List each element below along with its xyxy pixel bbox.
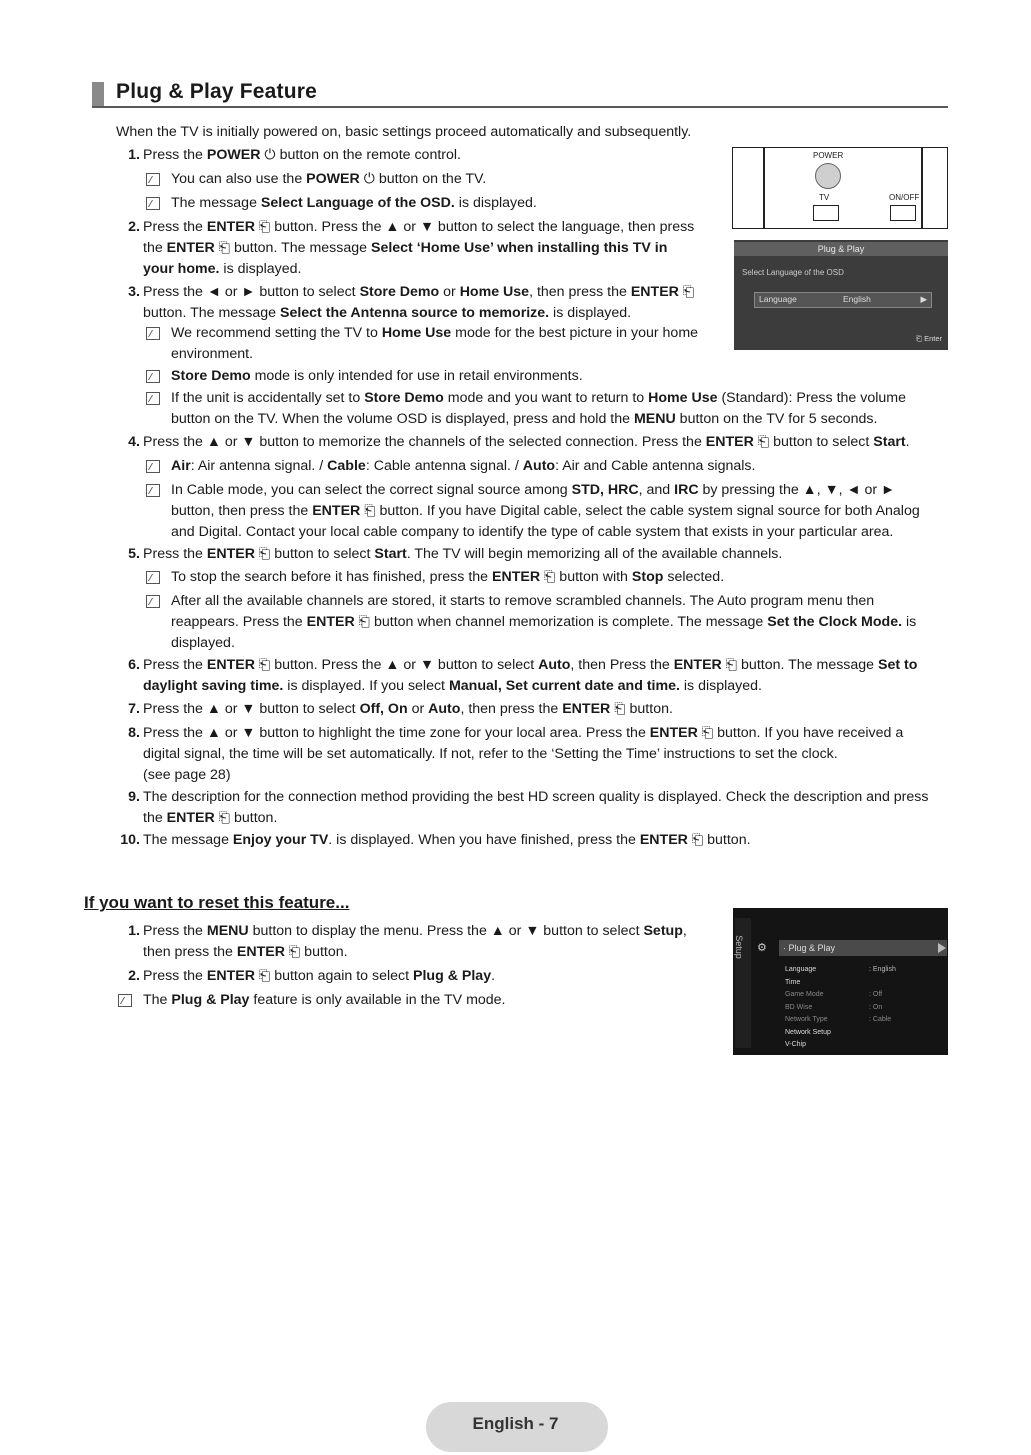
footer-page-label: English - 7	[472, 1414, 559, 1433]
step-number: 8.	[128, 725, 140, 741]
note-icon	[146, 460, 160, 473]
onoff-button-icon	[890, 205, 916, 221]
step-number: 2.	[128, 219, 140, 235]
note-icon	[146, 484, 160, 497]
step-number: 6.	[128, 657, 140, 673]
note-icon	[146, 595, 160, 608]
tv-button-icon	[813, 205, 839, 221]
note-text: We recommend setting the TV to Home Use mode for the best picture in your home	[171, 325, 699, 341]
language-value: English	[843, 294, 871, 304]
right-arrow-icon	[938, 943, 946, 953]
note-text: If the unit is accidentally set to Store Demo mode and you want to return to Home Use (Standard): Press the volume	[171, 390, 906, 406]
step-text: Press the ◄ or ► button to select Store Demo or Home Use, then press the ENTER ⎗	[143, 284, 695, 300]
step-text: Press the POWER ⏻ button on the remote control.	[143, 147, 461, 163]
note-text: button, then press the ENTER ⎗ button. If you have Digital cable, select the cable system signal source for both Analog	[171, 503, 920, 519]
note-text: In Cable mode, you can select the correct signal source among STD, HRC, and IRC by pressing the ▲, ▼, ◄ or ►	[171, 482, 896, 498]
plug-and-play-osd	[734, 240, 948, 350]
menu-item-label: Network Setup	[785, 1028, 831, 1036]
title-divider	[92, 106, 948, 108]
menu-header: · Plug & Play	[779, 940, 947, 956]
step-text: Press the ▲ or ▼ button to highlight the time zone for your local area. Press the ENTER ⎗ button. If you have received a	[143, 725, 904, 741]
step-text: the ENTER ⎗ button. The message Select ‘Home Use’ when installing this TV in	[143, 240, 668, 256]
note-text: button on the TV. When the volume OSD is displayed, press and hold the MENU button on the TV for 5 seconds.	[171, 411, 878, 427]
language-label: Language	[759, 294, 797, 304]
menu-item-value: : English	[869, 966, 896, 973]
note-text: To stop the search before it has finished, press the ENTER ⎗ button with Stop selected.	[171, 569, 725, 585]
note-text: reappears. Press the ENTER ⎗ button when channel memorization is complete. The message Set the Clock Mode. is	[171, 614, 917, 630]
step-number: 5.	[128, 546, 140, 562]
step-number: 2.	[128, 968, 140, 984]
setup-label: Setup	[733, 935, 744, 959]
reset-step-text: then press the ENTER ⎗ button.	[143, 944, 348, 960]
step-number: 1.	[128, 923, 140, 939]
tv-label: TV	[819, 193, 830, 202]
note-icon	[118, 994, 132, 1007]
osd-message: Select Language of the OSD	[742, 268, 844, 277]
step-text: daylight saving time. is displayed. If you select Manual, Set current date and time. is displayed.	[143, 678, 762, 694]
note-icon	[146, 327, 160, 340]
menu-item-value: : Cable	[869, 1016, 892, 1023]
note-text: displayed.	[171, 635, 235, 651]
menu-item-value: : Off	[869, 991, 883, 998]
note-icon	[146, 571, 160, 584]
step-text: (see page 28)	[143, 767, 231, 783]
reset-step-text: Press the ENTER ⎗ button again to select Plug & Play.	[143, 968, 496, 984]
setup-menu-osd	[733, 908, 948, 1055]
menu-item-value: : On	[869, 1003, 883, 1011]
step-text: The message Enjoy your TV. is displayed. When you have finished, press the ENTER ⎗ button.	[143, 832, 751, 848]
step-text: Press the ENTER ⎗ button to select Start. The TV will begin memorizing all of the available channels.	[143, 546, 783, 562]
note-icon	[146, 173, 160, 186]
osd-header: Plug & Play	[734, 242, 948, 256]
remote-illustration	[732, 147, 948, 229]
menu-item-label: Language	[785, 966, 817, 973]
remote-body	[763, 147, 923, 229]
step-text: Press the ENTER ⎗ button. Press the ▲ or ▼ button to select the language, then press	[143, 219, 695, 235]
title-marker	[92, 82, 104, 106]
reset-step-text: Press the MENU button to display the menu. Press the ▲ or ▼ button to select Setup,	[143, 923, 687, 939]
step-text: Press the ENTER ⎗ button. Press the ▲ or ▼ button to select Auto, then Press the ENTER ⎗ button. The message Set to	[143, 657, 918, 673]
menu-item-label: BD Wise	[785, 1003, 813, 1011]
enter-hint: ⎗ Enter	[915, 334, 942, 343]
menu-item-label: Time	[785, 978, 801, 986]
step-number: 4.	[128, 434, 140, 450]
menu-item-label: Network Type	[785, 1016, 828, 1023]
power-label: POWER	[813, 151, 844, 160]
power-button-icon	[815, 163, 841, 189]
step-text: your home. is displayed.	[143, 261, 302, 277]
note-icon	[146, 392, 160, 405]
step-number: 1.	[128, 147, 140, 163]
note-text: environment.	[171, 346, 254, 362]
reset-note-text: The Plug & Play feature is only available in the TV mode.	[143, 992, 506, 1008]
onoff-label: ON/OFF	[889, 193, 920, 202]
menu-item-label: Game Mode	[785, 991, 824, 998]
language-row	[754, 292, 932, 308]
note-text: Store Demo mode is only intended for use in retail environments.	[171, 368, 583, 384]
menu-item-label: V-Chip	[785, 1041, 807, 1048]
step-number: 3.	[128, 284, 140, 300]
step-number: 7.	[128, 701, 140, 717]
step-number: 10.	[120, 832, 140, 848]
step-text: the ENTER ⎗ button.	[143, 810, 278, 826]
step-number: 9.	[128, 789, 140, 805]
step-text: button. The message Select the Antenna source to memorize. is displayed.	[143, 305, 632, 321]
note-text: The message Select Language of the OSD. is displayed.	[171, 195, 537, 211]
page-title: Plug & Play Feature	[116, 80, 318, 103]
note-text: Air: Air antenna signal. / Cable: Cable antenna signal. / Auto: Air and Cable antenna signals.	[171, 458, 756, 474]
step-text: Press the ▲ or ▼ button to select Off, On or Auto, then press the ENTER ⎗ button.	[143, 701, 673, 717]
step-text: The description for the connection method providing the best HD screen quality is displayed. Check the description and press	[143, 789, 929, 805]
note-icon	[146, 370, 160, 383]
gear-icon: ⚙	[757, 942, 767, 954]
step-text: digital signal, the time will be set automatically. If not, refer to the ‘Setting the Time’ instructions to set the clock.	[143, 746, 838, 762]
note-text: After all the available channels are stored, it starts to remove scrambled channels. The Auto program menu then	[171, 593, 875, 609]
note-text: You can also use the POWER ⏻ button on the TV.	[171, 171, 487, 187]
intro-text: When the TV is initially powered on, basic settings proceed automatically and subsequently.	[116, 124, 692, 140]
step-text: Press the ▲ or ▼ button to memorize the channels of the selected connection. Press the ENTER ⎗ button to select Start.	[143, 434, 910, 450]
reset-section-title: If you want to reset this feature...	[84, 893, 350, 912]
right-arrow-icon: ▶	[920, 294, 927, 304]
note-text: and Digital. Contact your local cable company to identify the type of cable system that exists in your particular area.	[171, 524, 894, 540]
note-icon	[146, 197, 160, 210]
